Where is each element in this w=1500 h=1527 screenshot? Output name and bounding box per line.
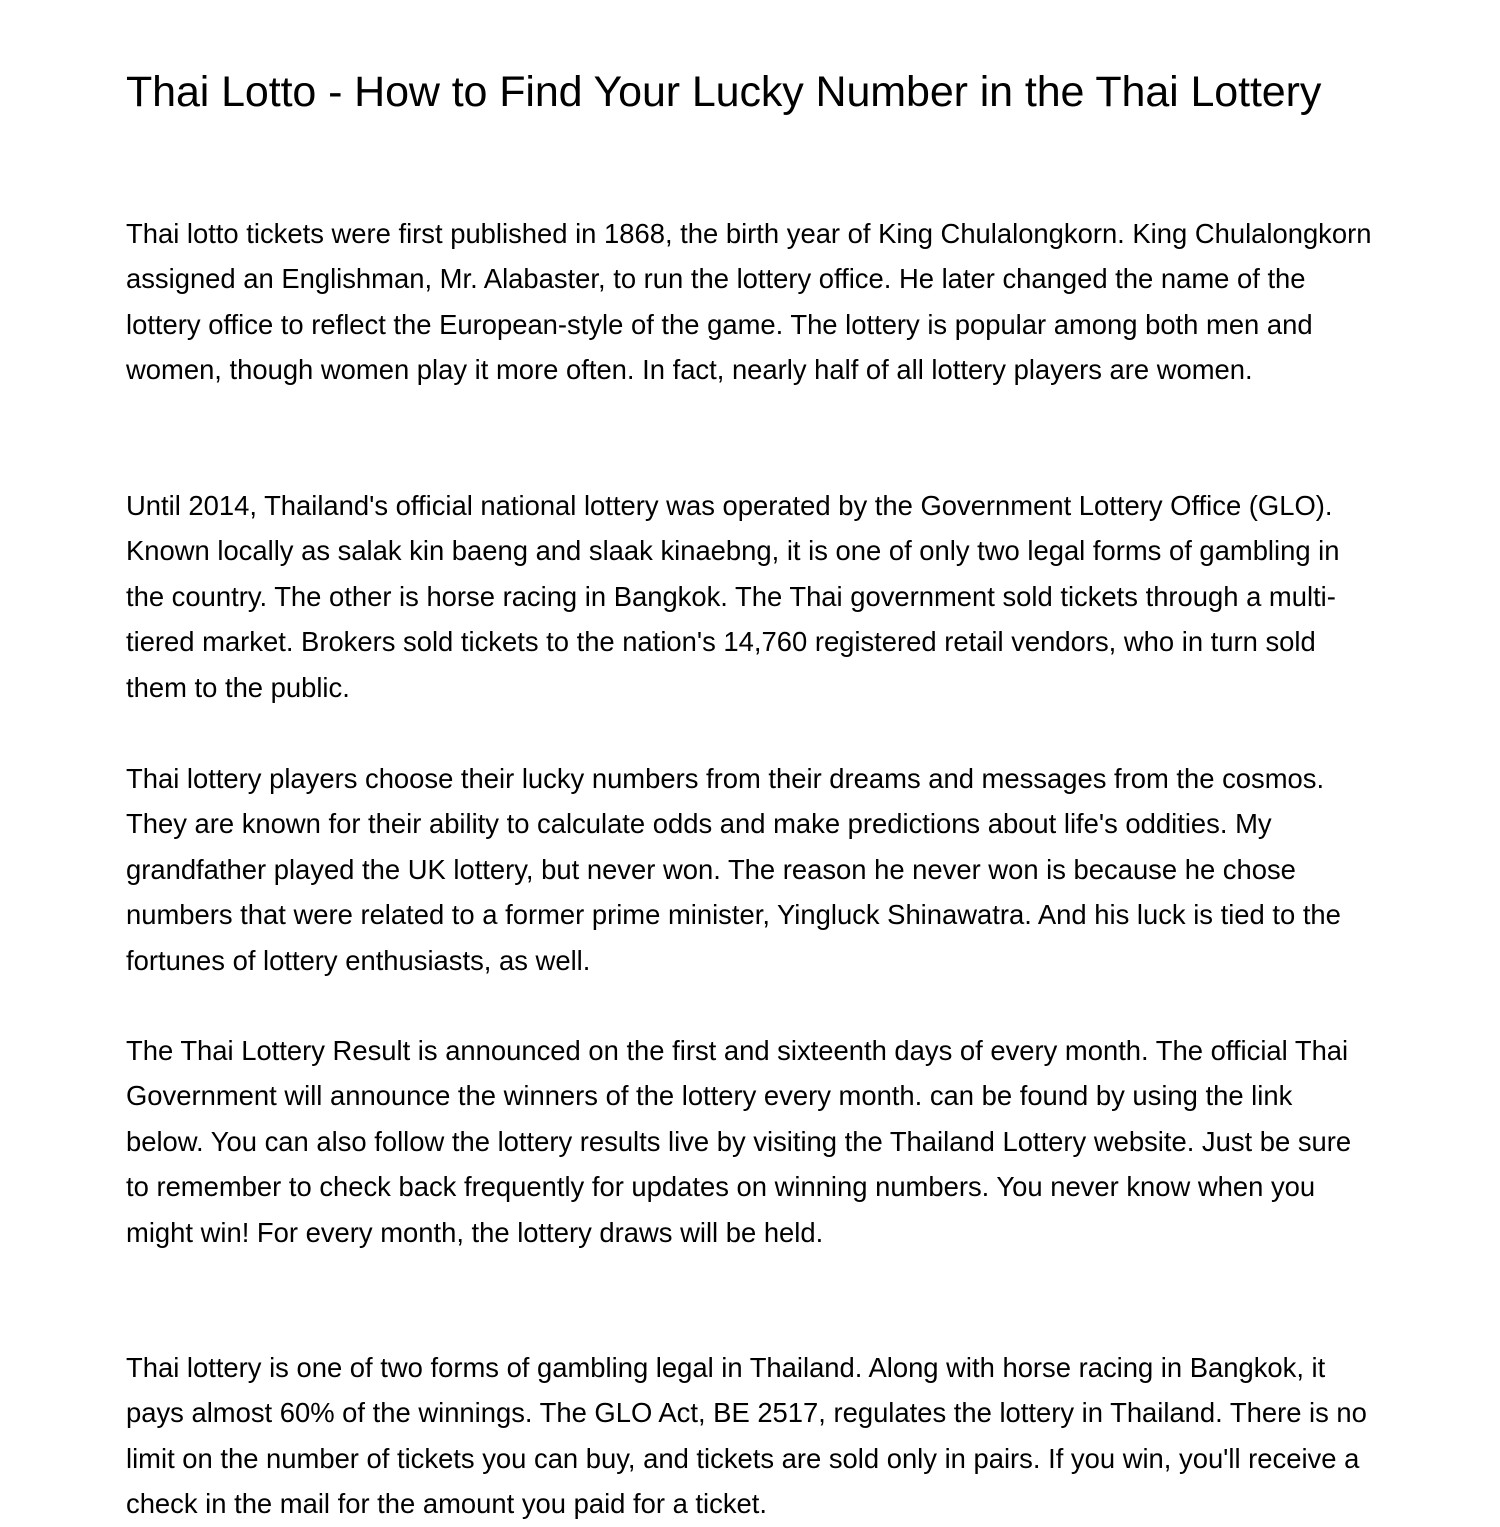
paragraph-history: Thai lotto tickets were first published in 1868, the birth year of King Chulalongkorn. King Chulalongkorn assigned an Englishman, Mr. Alabaster, to run the lottery office. He later changed the name of the lottery office to reflect the European-style of the game. The lottery is popular among both men and women, though women play it more often. In fact, nearly half of all lottery players are women. bbox=[126, 218, 1372, 386]
paragraph-lucky-numbers: Thai lottery players choose their lucky numbers from their dreams and messages from the cosmos. They are known for their ability to calculate odds and make predictions about life's oddities. My grandfather played the UK lottery, but never won. The reason he never won is because he chose numbers that were related to a former prime minister, Yingluck Shinawatra. And his luck is tied to the fortunes of lottery enthusiasts, as well. bbox=[126, 763, 1341, 976]
paragraph-results: The Thai Lottery Result is announced on the first and sixteenth days of every month. The official Thai Government will announce the winners of the lottery every month. can be found by using the link below. You can also follow the lottery results live by visiting the Thailand Lottery website. Just be sure to remember to check back frequently for updates on winning numbers. You never know when you might win! For every month, the lottery draws will be held. bbox=[126, 1035, 1352, 1248]
paragraph-glo: Until 2014, Thailand's official national lottery was operated by the Government Lottery Office (GLO). Known locally as salak kin baeng and slaak kinaebng, it is one of only two legal forms of gambling in the country. The other is horse racing in Bangkok. The Thai government sold tickets through a multi-tiered market. Brokers sold tickets to the nation's 14,760 registered retail vendors, who in turn sold them to the public. bbox=[126, 490, 1340, 703]
page-title: Thai Lotto - How to Find Your Lucky Number in the Thai Lottery bbox=[126, 68, 1322, 116]
paragraph-legal: Thai lottery is one of two forms of gambling legal in Thailand. Along with horse racing in Bangkok, it pays almost 60% of the winnings. The GLO Act, BE 2517, regulates the lottery in Thailand. There is no limit on the number of tickets you can buy, and tickets are sold only in pairs. If you win, you'll receive a check in the mail for the amount you paid for a ticket. bbox=[126, 1352, 1367, 1520]
